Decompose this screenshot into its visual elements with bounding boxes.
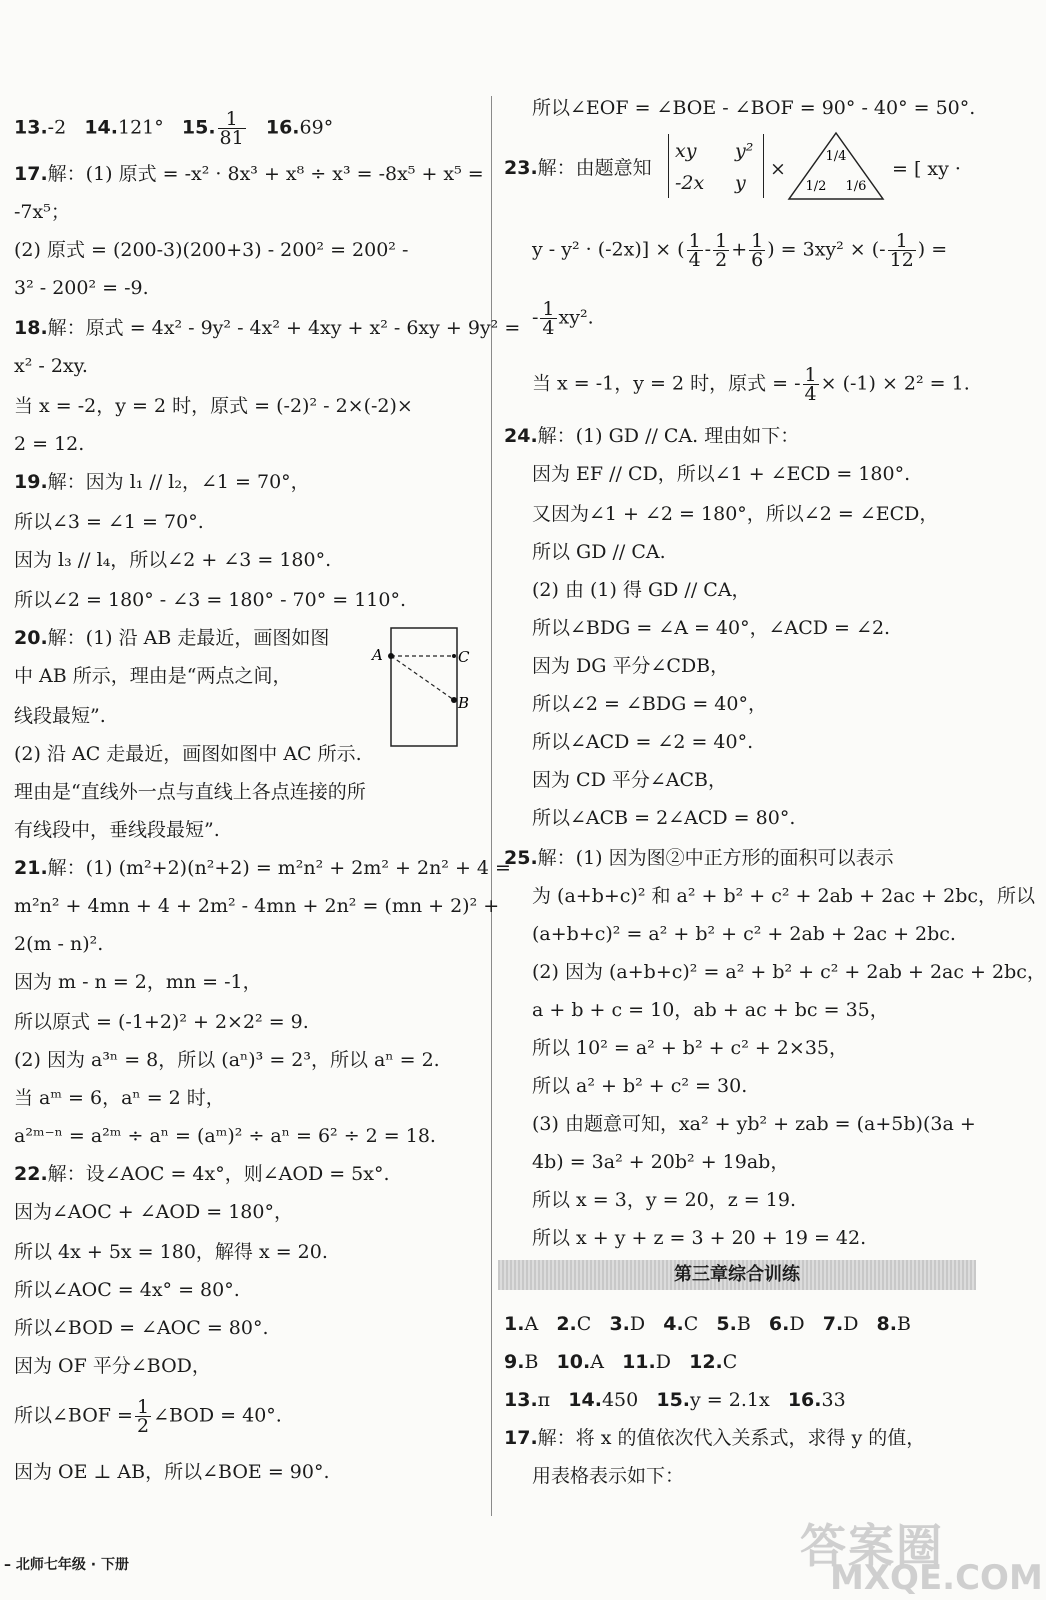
frac-1-6-den: 6: [751, 249, 764, 271]
chapter3-answers-row-1: [504, 1312, 911, 1336]
q25-line-4: (2) 因为 (a+b+c)² = a² + b² + c² + 2ab + 2ac + 2bc，: [532, 961, 1046, 983]
q17-ch3-line-2: 用表格表示如下：: [532, 1465, 685, 1487]
q22-number: 22.: [14, 1163, 48, 1185]
q25-number: 25.: [504, 847, 538, 869]
chapter3-answers-row-2: [504, 1350, 737, 1374]
q24-line-7: 因为 DG 平分∠CDB，: [532, 655, 730, 677]
ans-value: 450: [601, 1389, 639, 1411]
ans-value: A: [524, 1313, 539, 1335]
frac-1-12-num: 1: [888, 232, 916, 251]
ans-number: 1.: [504, 1313, 525, 1335]
q19-line-4: 所以∠2 = 180° - ∠3 = 180° - 70° = 110°.: [14, 589, 407, 611]
q23-l4-a: 当 x = -1，y = 2 时，原式 = -: [532, 372, 801, 395]
plus-sign: +: [731, 238, 748, 261]
q23-number: 23.: [504, 157, 538, 179]
q21-line-8: a²ᵐ⁻ⁿ = a²ᵐ ÷ aⁿ = (aᵐ)² ÷ aⁿ = 6² ÷ 2 = 18.: [14, 1125, 436, 1147]
q19-number: 19.: [14, 471, 48, 493]
watermark-url: MXQE.COM: [830, 1558, 1043, 1598]
ans-value: 33: [821, 1389, 846, 1411]
q20-line-1: [14, 626, 329, 650]
ans-value: D: [655, 1351, 671, 1373]
q21-line-6: (2) 因为 a³ⁿ = 8，所以 (aⁿ)³ = 2³，所以 aⁿ = 2.: [14, 1049, 440, 1071]
chapter3-answers-row-3: [504, 1388, 846, 1412]
q22-line-1: [14, 1162, 390, 1186]
q25-line-6: 所以 10² = a² + b² + c² + 2×35，: [532, 1037, 848, 1059]
q18-line-1: [14, 316, 520, 340]
q24-line-5: (2) 由 (1) 得 GD // CA，: [532, 579, 751, 601]
ans-number: 14.: [568, 1389, 602, 1411]
point-b: [451, 697, 457, 703]
ans-number: 6.: [768, 1313, 790, 1335]
q22-line-2: 因为∠AOC + ∠AOD = 180°，: [14, 1201, 293, 1223]
ans-value: y = 2.1x: [690, 1389, 770, 1411]
ans-number: 5.: [716, 1313, 737, 1335]
triangle: [789, 133, 883, 199]
ans-value: π: [537, 1389, 551, 1411]
q22-line-7: [14, 1398, 282, 1435]
q22-fraction: [135, 1398, 151, 1435]
ans-number: 11.: [622, 1351, 656, 1373]
q21-text: 解：(1) (m²+2)(n²+2) = m²n² + 2m² + 2n² + 4 =: [47, 857, 511, 879]
ans-number: 10.: [556, 1351, 591, 1373]
q22-line-6: 因为 OF 平分∠BOD，: [14, 1355, 211, 1377]
q24-line-3: 又因为∠1 + ∠2 = 180°，所以∠2 = ∠ECD，: [532, 503, 939, 525]
q15-number: 15.: [181, 116, 216, 139]
q21-number: 21.: [14, 857, 48, 879]
frac-1-6-num: 1: [751, 230, 764, 252]
q20-figure: [370, 620, 480, 754]
frac-1-4-c-num: 1: [804, 364, 817, 386]
triangle-top-value: 1/4: [825, 149, 847, 164]
q22-line-7-a: 所以∠BOF =: [14, 1404, 133, 1427]
q24-line-2: 因为 EF // CD，所以∠1 + ∠ECD = 180°.: [532, 463, 911, 485]
q22-line-3: 所以 4x + 5x = 180，解得 x = 20.: [14, 1241, 328, 1263]
q21-line-1: [14, 856, 511, 880]
q19-text: 解：因为 l₁ // l₂，∠1 = 70°，: [47, 471, 310, 493]
q23-l3-a: -: [532, 306, 539, 329]
q19-line-2: 所以∠3 = ∠1 = 70°.: [14, 511, 204, 533]
det-a12: y²: [735, 140, 754, 162]
q17-line-3: (2) 原式 = (200-3)(200+3) - 200² = 200² -: [14, 239, 409, 261]
ans-value: C: [722, 1351, 738, 1373]
q22-numerator: 1: [136, 1396, 150, 1418]
q23-line-3: [532, 300, 594, 337]
q17-ch3-line-1: [504, 1426, 925, 1450]
q22-denominator: 2: [136, 1415, 150, 1437]
q25-line-3: (a+b+c)² = a² + b² + c² + 2ab + 2ac + 2bc.: [532, 923, 956, 945]
q14-answer: 121°: [117, 116, 164, 139]
det-a22: y: [735, 172, 746, 194]
q23-tail: = [ xy ·: [892, 158, 961, 180]
ans-number: 9.: [504, 1351, 525, 1373]
q24-line-1: [504, 424, 799, 448]
q20-line-6: 有线段中，垂线段最短”.: [14, 819, 220, 841]
q25-line-10: 所以 x = 3，y = 20，z = 19.: [532, 1189, 796, 1211]
q17-ch3-text: 解：将 x 的值依次代入关系式，求得 y 的值，: [537, 1427, 926, 1449]
frac-1-2: [713, 232, 729, 269]
ans-number: 13.: [504, 1389, 538, 1411]
ans-number: 4.: [663, 1313, 684, 1335]
q23-text: 解：由题意知: [537, 157, 652, 179]
q19-line-1: [14, 470, 310, 494]
q22-line-8: 因为 OE ⊥ AB，所以∠BOE = 90°.: [14, 1461, 330, 1483]
q24-line-6: 所以∠BDG = ∠A = 40°，∠ACD = ∠2.: [532, 617, 891, 639]
determinant: [668, 134, 764, 198]
frac-1-4-den: 4: [688, 249, 701, 271]
chapter-banner: 第三章综合训练: [498, 1260, 976, 1290]
q23-l2-a: y - y² · (-2x)] × (: [532, 238, 685, 261]
frac-1-4: [687, 232, 703, 269]
q21-line-2: m²n² + 4mn + 4 + 2m² - 4mn + 2n² = (mn + 2)² +: [14, 895, 500, 917]
q22-continued: 所以∠EOF = ∠BOE - ∠BOF = 90° - 40° = 50°.: [532, 97, 976, 119]
footer-text: 北师七年级 · 下册: [15, 1557, 129, 1573]
q17-text: 解：(1) 原式 = -x² · 8x³ + x⁸ ÷ x³ = -8x⁵ + x⁵ =: [47, 163, 484, 185]
point-a: [388, 653, 394, 659]
q24-line-9: 所以∠ACD = ∠2 = 40°.: [532, 731, 754, 753]
ans-value: D: [789, 1313, 805, 1335]
triangle-left-value: 1/2: [805, 179, 827, 194]
q25-line-8: (3) 由题意可知，xa² + yb² + zab = (a+5b)(3a +: [532, 1113, 976, 1135]
ans-number: 3.: [609, 1313, 630, 1335]
q18-number: 18.: [14, 317, 48, 339]
q24-text: 解：(1) GD // CA. 理由如下：: [537, 425, 800, 447]
ans-value: C: [683, 1313, 699, 1335]
q21-line-7: 当 aᵐ = 6，aⁿ = 2 时，: [14, 1087, 225, 1109]
frac-1-12-den: 12: [889, 249, 914, 271]
q23-line-2: [532, 232, 947, 269]
q18-line-3: 当 x = -2，y = 2 时，原式 = (-2)² - 2×(-2)×: [14, 395, 413, 417]
det-a21: -2x: [675, 172, 705, 194]
q19-line-3: 因为 l₃ // l₄，所以∠2 + ∠3 = 180°.: [14, 549, 332, 571]
q15-numerator: 1: [218, 110, 246, 129]
q21-line-3: 2(m - n)².: [14, 933, 104, 955]
q17-number: 17.: [14, 163, 48, 185]
frac-1-2-num: 1: [715, 230, 728, 252]
q20-line-2: 中 AB 所示，理由是“两点之间，: [14, 665, 292, 687]
q20-line-4: (2) 沿 AC 走最近，画图如图中 AC 所示.: [14, 743, 362, 765]
frac-1-2-den: 2: [715, 249, 728, 271]
frac-1-4-b-den: 4: [542, 317, 555, 339]
q23-l3-b: xy².: [558, 306, 594, 329]
q22-line-4: 所以∠AOC = 4x° = 80°.: [14, 1279, 240, 1301]
q21-line-5: 所以原式 = (-1+2)² + 2×2² = 9.: [14, 1011, 309, 1033]
ans-number: 15.: [656, 1389, 691, 1411]
q15-fraction: [218, 110, 246, 147]
figure-rectangle: [391, 628, 457, 746]
ans-value: B: [897, 1313, 911, 1335]
times-symbol: ×: [770, 158, 786, 180]
label-b: B: [458, 694, 470, 712]
ans-number: 7.: [822, 1313, 844, 1335]
q18-text: 解：原式 = 4x² - 9y² - 4x² + 4xy + x² - 6xy + 9y² =: [47, 317, 521, 339]
page-footer: – 北师七年级 · 下册: [4, 1557, 129, 1573]
ans-value: C: [576, 1313, 592, 1335]
q24-number: 24.: [504, 425, 538, 447]
label-a: A: [372, 646, 383, 664]
q25-text: 解：(1) 因为图②中正方形的面积可以表示: [537, 847, 894, 869]
label-c: C: [458, 648, 470, 666]
ans-number: 2.: [556, 1313, 577, 1335]
point-c: [452, 654, 456, 658]
q16-answer: 69°: [299, 116, 334, 139]
ans-number: 8.: [876, 1313, 897, 1335]
frac-1-4-b: [540, 300, 556, 337]
q23-l4-b: × (-1) × 2² = 1.: [820, 372, 970, 395]
triangle-figure: [786, 130, 886, 202]
q25-line-1: [504, 846, 894, 870]
q24-line-8: 所以∠2 = ∠BDG = 40°，: [532, 693, 767, 715]
ans-value: D: [629, 1313, 646, 1335]
q20-line-5: 理由是“直线外一点与直线上各点连接的所: [14, 781, 366, 803]
q13-number: 13.: [14, 116, 48, 139]
ans-value: B: [736, 1313, 751, 1335]
det-a11: xy: [675, 140, 697, 162]
q25-line-2: 为 (a+b+c)² 和 a² + b² + c² + 2ab + 2ac + 2bc，所以: [532, 885, 1036, 907]
q22-text: 解：设∠AOC = 4x°，则∠AOD = 5x°.: [47, 1163, 390, 1185]
frac-1-4-b-num: 1: [542, 298, 555, 320]
answers-13-16: [14, 110, 333, 147]
watermark-logo: 答案圈: [800, 1519, 944, 1573]
q13-answer: -2: [47, 116, 67, 139]
frac-1-4-c-den: 4: [804, 383, 817, 405]
q17-line-2: -7x⁵；: [14, 201, 70, 223]
q17-line-1: [14, 162, 484, 186]
q25-line-11: 所以 x + y + z = 3 + 20 + 19 = 42.: [532, 1227, 867, 1249]
ans-value: D: [843, 1313, 859, 1335]
q23-line-1: [504, 156, 652, 180]
ans-value: B: [524, 1351, 539, 1373]
q22-line-5: 所以∠BOD = ∠AOC = 80°.: [14, 1317, 269, 1339]
q22-line-7-b: ∠BOD = 40°.: [153, 1404, 282, 1427]
q17-ch3-number: 17.: [504, 1427, 538, 1449]
column-divider: [491, 96, 492, 1516]
q17-line-4: 3² - 200² = -9.: [14, 277, 149, 299]
frac-1-6: [749, 232, 765, 269]
q20-line-3: 线段最短”.: [14, 705, 106, 727]
q25-line-7: 所以 a² + b² + c² = 30.: [532, 1075, 748, 1097]
segment-ab: [391, 656, 454, 700]
q15-denominator: 81: [219, 127, 244, 149]
q24-line-10: 因为 CD 平分∠ACB，: [532, 769, 727, 791]
ans-value: A: [590, 1351, 604, 1373]
frac-1-12: [888, 232, 916, 269]
minus-sign: -: [704, 238, 712, 261]
ans-number: 12.: [689, 1351, 723, 1373]
q18-line-2: x² - 2xy.: [14, 355, 88, 377]
q18-line-4: 2 = 12.: [14, 433, 85, 455]
q23-line-4: [532, 366, 970, 403]
q24-line-11: 所以∠ACB = 2∠ACD = 80°.: [532, 807, 796, 829]
q23-l2-b: ) = 3xy² × (-: [767, 238, 886, 261]
ans-number: 16.: [787, 1389, 822, 1411]
q23-l2-c: ) =: [917, 238, 948, 261]
q14-number: 14.: [84, 116, 118, 139]
q16-number: 16.: [265, 116, 300, 139]
q24-line-4: 所以 GD // CA.: [532, 541, 666, 563]
q25-line-5: a + b + c = 10，ab + ac + bc = 35，: [532, 999, 889, 1021]
q25-line-9: 4b) = 3a² + 20b² + 19ab，: [532, 1151, 790, 1173]
q20-text: 解：(1) 沿 AB 走最近，画图如图: [47, 627, 330, 649]
q21-line-4: 因为 m - n = 2，mn = -1，: [14, 971, 262, 993]
frac-1-4-c: [803, 366, 819, 403]
triangle-right-value: 1/6: [845, 179, 867, 194]
frac-1-4-num: 1: [688, 230, 701, 252]
q20-number: 20.: [14, 627, 48, 649]
